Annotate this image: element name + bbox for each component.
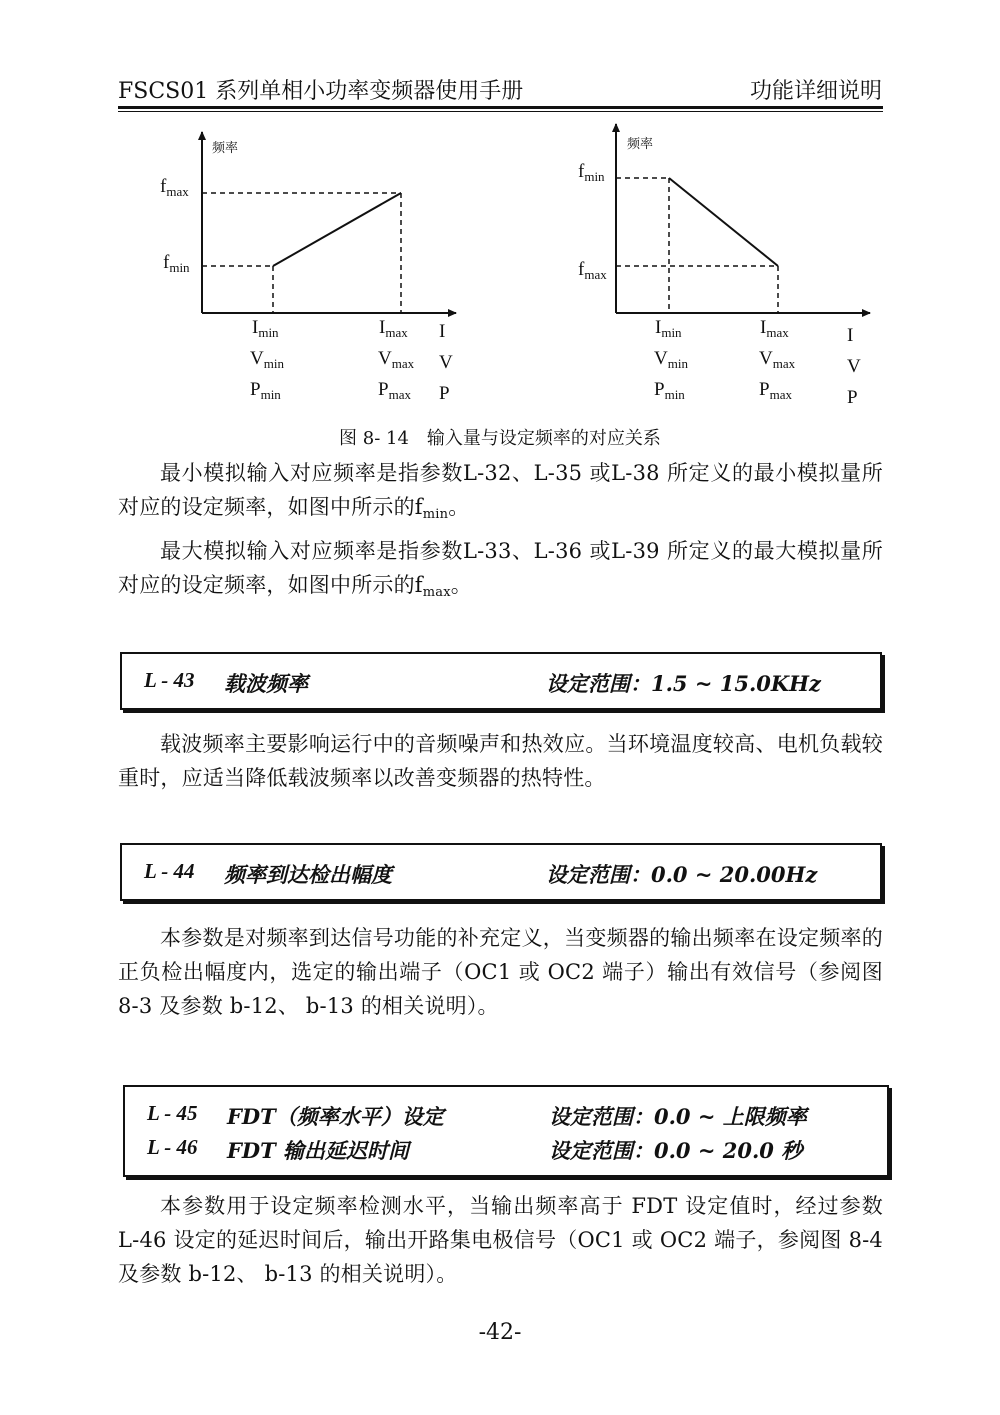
svg-text:P: P bbox=[847, 387, 858, 408]
figure-input-frequency bbox=[0, 118, 1000, 418]
param-name: FDT（频率水平）设定 bbox=[227, 1104, 444, 1129]
svg-text:Vmin: $V_{min}$ bbox=[250, 348, 284, 371]
right-characteristic-line bbox=[669, 178, 778, 266]
param-box-l43 bbox=[120, 652, 882, 710]
figure-caption: 图 8- 14 输入量与设定频率的对应关系 bbox=[339, 428, 661, 449]
param-row-l45 bbox=[125, 1097, 887, 1131]
left-x-labels-min bbox=[250, 317, 284, 402]
svg-text:Pmax: $P_{max}$ bbox=[378, 379, 411, 402]
right-y-axis-label: 频率 bbox=[627, 137, 654, 152]
param-range: 设定范围：0.0 ~ 上限频率 bbox=[549, 1104, 807, 1129]
param-row-l46 bbox=[125, 1131, 887, 1165]
svg-text:Vmax: $V_{max}$ bbox=[378, 348, 415, 371]
svg-text:Imin: $I_{min}$ bbox=[252, 317, 279, 340]
left-x-labels-max bbox=[378, 317, 415, 402]
param-name: FDT 输出延迟时间 bbox=[227, 1138, 410, 1163]
param-code: L - 46 bbox=[147, 1135, 198, 1159]
svg-text:V: V bbox=[439, 352, 453, 373]
svg-text:Pmax: $P_{max}$ bbox=[759, 379, 792, 402]
right-x-labels-max bbox=[759, 317, 796, 402]
right-axis-vars bbox=[847, 325, 861, 408]
param-name: 载波频率 bbox=[224, 671, 308, 696]
svg-text:Pmin: $P_{min}$ bbox=[654, 379, 685, 402]
paragraph-max-analog: 最大模拟输入对应频率是指参数L-33、L-36 或L-39 所定义的最大模拟量所对应的设定频率，如图中所示的$f_{max}$。 bbox=[118, 539, 883, 600]
svg-text:Imax: $I_{max}$ bbox=[379, 317, 408, 340]
svg-text:I: I bbox=[439, 321, 446, 342]
param-name: 频率到达检出幅度 bbox=[224, 862, 392, 887]
param-box-l45-l46 bbox=[123, 1085, 889, 1177]
param-code: L - 43 bbox=[144, 668, 195, 692]
param-code: L - 45 bbox=[147, 1101, 198, 1125]
svg-text:Vmin: $V_{min}$ bbox=[654, 348, 688, 371]
svg-text:Imin: $I_{min}$ bbox=[655, 317, 682, 340]
svg-text:V: V bbox=[847, 356, 861, 377]
header-section: 功能详细说明 bbox=[749, 79, 882, 104]
left-y-tick-bottom: $f_{min}$ bbox=[163, 252, 190, 275]
svg-text:Imax: $I_{max}$ bbox=[760, 317, 789, 340]
right-plot bbox=[578, 124, 870, 408]
param-box-l44 bbox=[120, 843, 882, 901]
param-row-l43 bbox=[122, 664, 880, 698]
svg-text:Vmax: $V_{max}$ bbox=[759, 348, 796, 371]
right-y-tick-bottom: $f_{max}$ bbox=[578, 259, 607, 282]
left-axis-vars bbox=[439, 321, 453, 404]
param-range: 设定范围：1.5 ~ 15.0KHz bbox=[546, 671, 821, 696]
param-row-l44 bbox=[122, 855, 880, 889]
left-y-tick-top: $f_{max}$ bbox=[160, 176, 189, 199]
paragraph-freq-arrival: 本参数是对频率到达信号功能的补充定义，当变频器的输出频率在设定频率的正负检出幅度内，选定的输出端子（OC1 或 OC2 端子）输出有效信号（参阅图 8-3 及参数 b-12、 b-13 的相关说明）。 bbox=[118, 926, 883, 1018]
param-range: 设定范围：0.0 ~ 20.00Hz bbox=[546, 862, 818, 887]
right-y-tick-top: $f_{min}$ bbox=[578, 161, 605, 184]
right-x-labels-min bbox=[654, 317, 688, 402]
paragraph-min-analog: 最小模拟输入对应频率是指参数L-32、L-35 或L-38 所定义的最小模拟量所对应的设定频率，如图中所示的$f_{min}$。 bbox=[118, 461, 883, 522]
svg-text:P: P bbox=[439, 383, 450, 404]
param-code: L - 44 bbox=[144, 859, 195, 883]
header-rule bbox=[118, 106, 883, 109]
header-rule-thin bbox=[118, 111, 883, 112]
left-plot bbox=[160, 132, 456, 404]
svg-text:Pmin: $P_{min}$ bbox=[250, 379, 281, 402]
left-characteristic-line bbox=[273, 193, 401, 266]
svg-text:I: I bbox=[847, 325, 854, 346]
header-title: FSCS01 系列单相小功率变频器使用手册 bbox=[118, 79, 524, 104]
param-range: 设定范围：0.0 ~ 20.0 秒 bbox=[549, 1138, 803, 1163]
paragraph-fdt: 本参数用于设定频率检测水平，当输出频率高于 FDT 设定值时，经过参数 L-46 设定的延迟时间后，输出开路集电极信号（OC1 或 OC2 端子，参阅图 8-4 及参数 b-12、 b-13 的相关说明）。 bbox=[118, 1194, 883, 1286]
page-number: -42- bbox=[478, 1320, 522, 1345]
paragraph-carrier: 载波频率主要影响运行中的音频噪声和热效应。当环境温度较高、电机负载较重时，应适当降低载波频率以改善变频器的热特性。 bbox=[118, 732, 883, 790]
left-y-axis-label: 频率 bbox=[212, 141, 239, 156]
